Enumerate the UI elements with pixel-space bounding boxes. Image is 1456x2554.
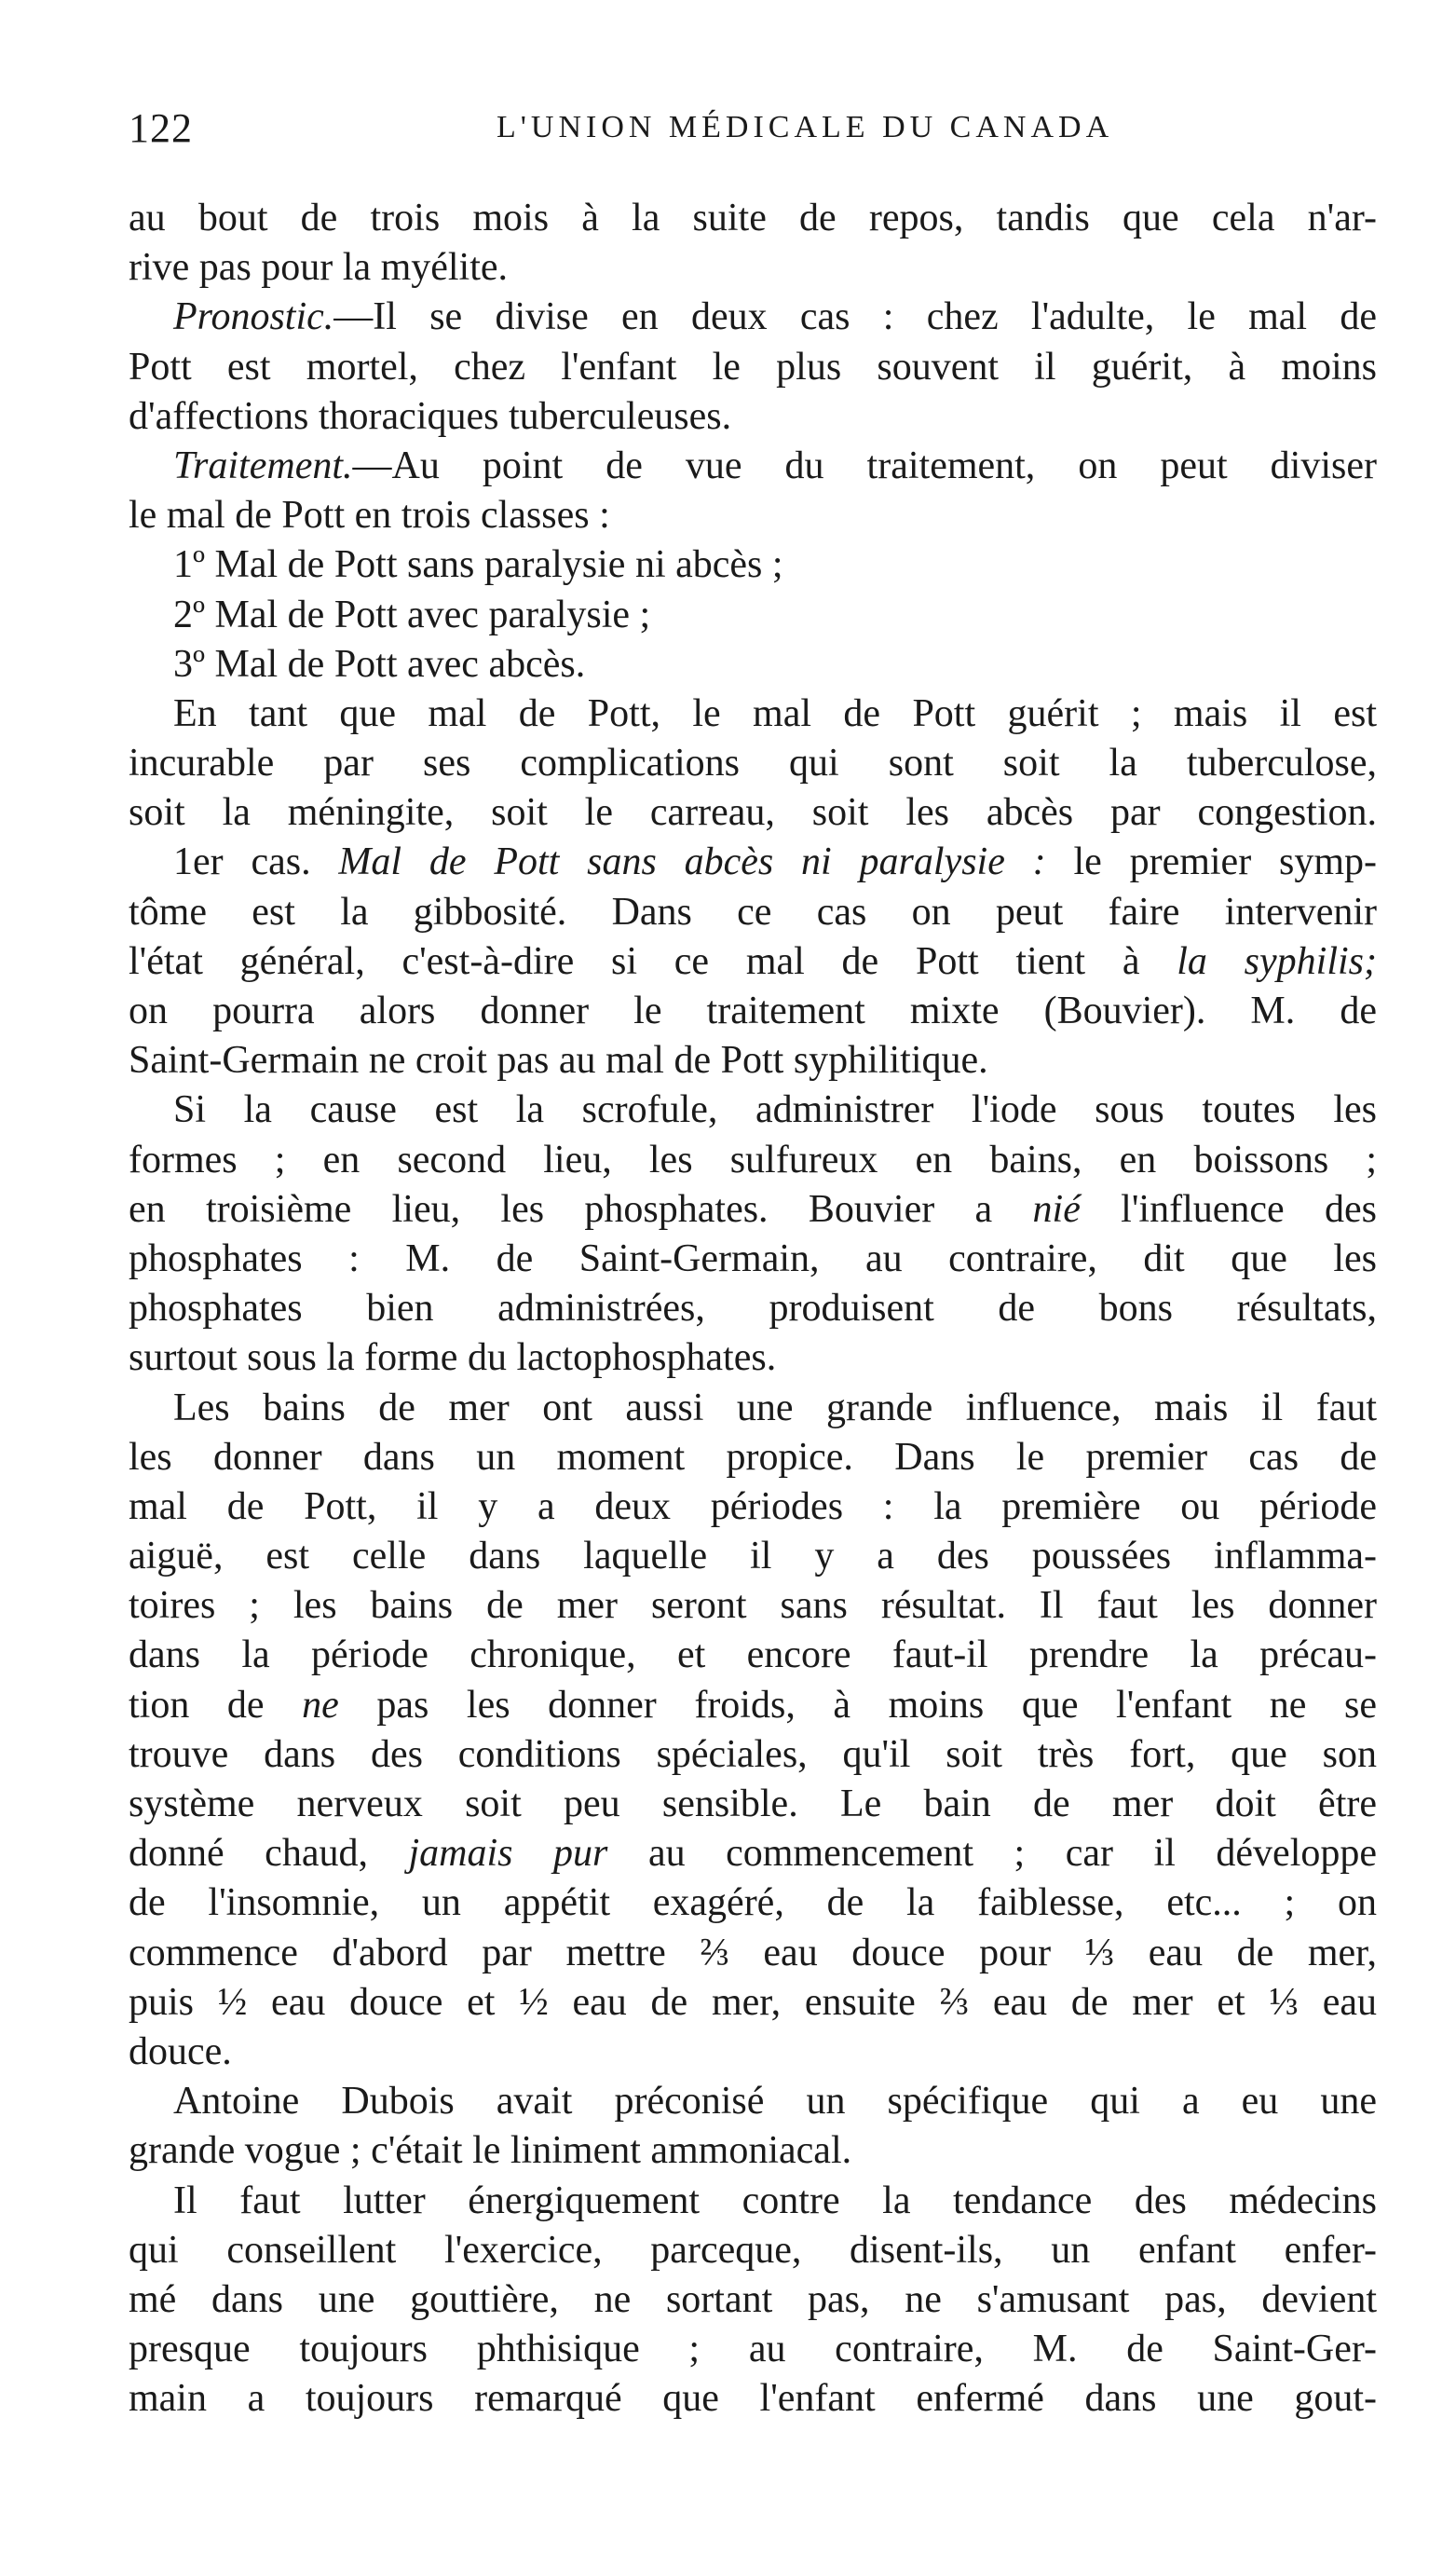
text-line: Saint-Germain ne croit pas au mal de Pott syphilitique. — [129, 1039, 988, 1083]
text-line: aiguë, est celle dans laquelle il y a des poussées inflamma- — [129, 1535, 1377, 1578]
text-line: soit la méningite, soit le carreau, soit les abcès par congestion. — [129, 791, 1377, 835]
italic-span: nié — [1032, 1187, 1081, 1231]
text-span: au commencement ; car il développe — [607, 1832, 1377, 1876]
text-line: dans la période chronique, et encore faut-il prendre la précau- — [129, 1633, 1377, 1677]
italic-span: la syphilis; — [1177, 939, 1377, 983]
text-span: 1er cas. — [173, 840, 339, 884]
text-line — [129, 838, 1377, 887]
text-span: le premier symp- — [1045, 840, 1377, 884]
text-line — [129, 1681, 1377, 1730]
text-span: pas les donner froids, à moins que l'enfant ne se — [338, 1683, 1377, 1727]
text-line: En tant que mal de Pott, le mal de Pott guérit ; mais il est — [173, 691, 1377, 735]
text-line: phosphates bien administrées, produisent de bons résultats, — [129, 1287, 1377, 1331]
text-line: commence d'abord par mettre ⅔ eau douce pour ⅓ eau de mer, — [129, 1931, 1377, 1974]
list-item: 3º Mal de Pott avec abcès. — [173, 642, 586, 686]
text-line: mé dans une gouttière, ne sortant pas, ne s'amusant pas, devient — [129, 2277, 1377, 2321]
text-line — [129, 1829, 1377, 1878]
text-line: mal de Pott, il y a deux périodes : la première ou période — [129, 1484, 1377, 1528]
text-line: formes ; en second lieu, les sulfureux en bains, en boissons ; — [129, 1138, 1377, 1181]
italic-span: Mal de Pott sans abcès ni paralysie : — [338, 840, 1046, 884]
text-line: le mal de Pott en trois classes : — [129, 494, 610, 538]
italic-span: jamais pur — [408, 1832, 608, 1876]
text-line — [129, 937, 1377, 987]
text-line: qui conseillent l'exercice, parceque, disent-ils, un enfant enfer- — [129, 2228, 1377, 2272]
text-line: puis ½ eau douce et ½ eau de mer, ensuite ⅔ eau de mer et ⅓ eau — [129, 1980, 1377, 2024]
text-line: grande vogue ; c'était le liniment ammoniacal. — [129, 2129, 852, 2173]
text-span: l'influence des — [1080, 1187, 1377, 1231]
text-line: Pott est mortel, chez l'enfant le plus souvent il guérit, à moins — [129, 345, 1377, 389]
text-line: surtout sous la forme du lactophosphates. — [129, 1336, 777, 1380]
page-header — [129, 104, 1340, 170]
text-span: en troisième lieu, les phosphates. Bouvier a — [129, 1187, 1033, 1231]
text-span: —Au point de vue du traitement, on peut diviser — [352, 444, 1377, 487]
text-line: d'affections thoraciques tuberculeuses. — [129, 394, 732, 438]
list-item: 2º Mal de Pott avec paralysie ; — [173, 593, 651, 636]
text-line — [129, 442, 1377, 491]
text-span: tion de — [129, 1683, 303, 1727]
text-line: incurable par ses complications qui sont soit la tuberculose, — [129, 742, 1377, 785]
text-span: l'état général, c'est-à-dire si ce mal de Pott tient à — [129, 939, 1177, 983]
page-number: 122 — [129, 105, 193, 151]
section-heading-pronostic: Pronostic. — [173, 295, 334, 339]
text-line: main a toujours remarqué que l'enfant enfermé dans une gout- — [129, 2377, 1377, 2421]
list-item: 1º Mal de Pott sans paralysie ni abcès ; — [173, 543, 783, 587]
text-line — [129, 1185, 1377, 1235]
text-line: les donner dans un moment propice. Dans le premier cas de — [129, 1435, 1377, 1479]
text-line: douce. — [129, 2029, 232, 2073]
text-line: rive pas pour la myélite. — [129, 246, 509, 290]
text-span: —Il se divise en deux cas : chez l'adulte, le mal de — [333, 295, 1377, 339]
italic-span: ne — [302, 1683, 339, 1727]
text-line: trouve dans des conditions spéciales, qu'il soit très fort, que son — [129, 1732, 1377, 1776]
text-line: toires ; les bains de mer seront sans résultat. Il faut les donner — [129, 1584, 1377, 1628]
text-line: on pourra alors donner le traitement mixte (Bouvier). M. de — [129, 990, 1377, 1032]
text-line — [129, 293, 1377, 342]
journal-title: L'UNION MÉDICALE DU CANADA — [497, 110, 1114, 144]
section-heading-traitement: Traitement. — [173, 444, 353, 487]
text-line: au bout de trois mois à la suite de repos, tandis que cela n'ar- — [129, 197, 1377, 239]
text-line: système nerveux soit peu sensible. Le bain de mer doit être — [129, 1782, 1377, 1825]
text-line: presque toujours phthisique ; au contraire, M. de Saint-Ger- — [129, 2328, 1377, 2371]
text-line: phosphates : M. de Saint-Germain, au contraire, dit que les — [129, 1236, 1377, 1280]
text-line: Les bains de mer ont aussi une grande influence, mais il faut — [173, 1386, 1377, 1429]
text-line: de l'insomnie, un appétit exagéré, de la faiblesse, etc... ; on — [129, 1881, 1377, 1925]
text-line: Antoine Dubois avait préconisé un spécifique qui a eu une — [173, 2080, 1377, 2124]
text-line: tôme est la gibbosité. Dans ce cas on peut faire intervenir — [129, 890, 1377, 934]
text-span: donné chaud, — [129, 1832, 409, 1876]
text-line: Il faut lutter énergiquement contre la tendance des médecins — [173, 2178, 1377, 2222]
text-line: Si la cause est la scrofule, administrer l'iode sous toutes les — [173, 1088, 1377, 1132]
body-text — [129, 194, 1377, 2424]
